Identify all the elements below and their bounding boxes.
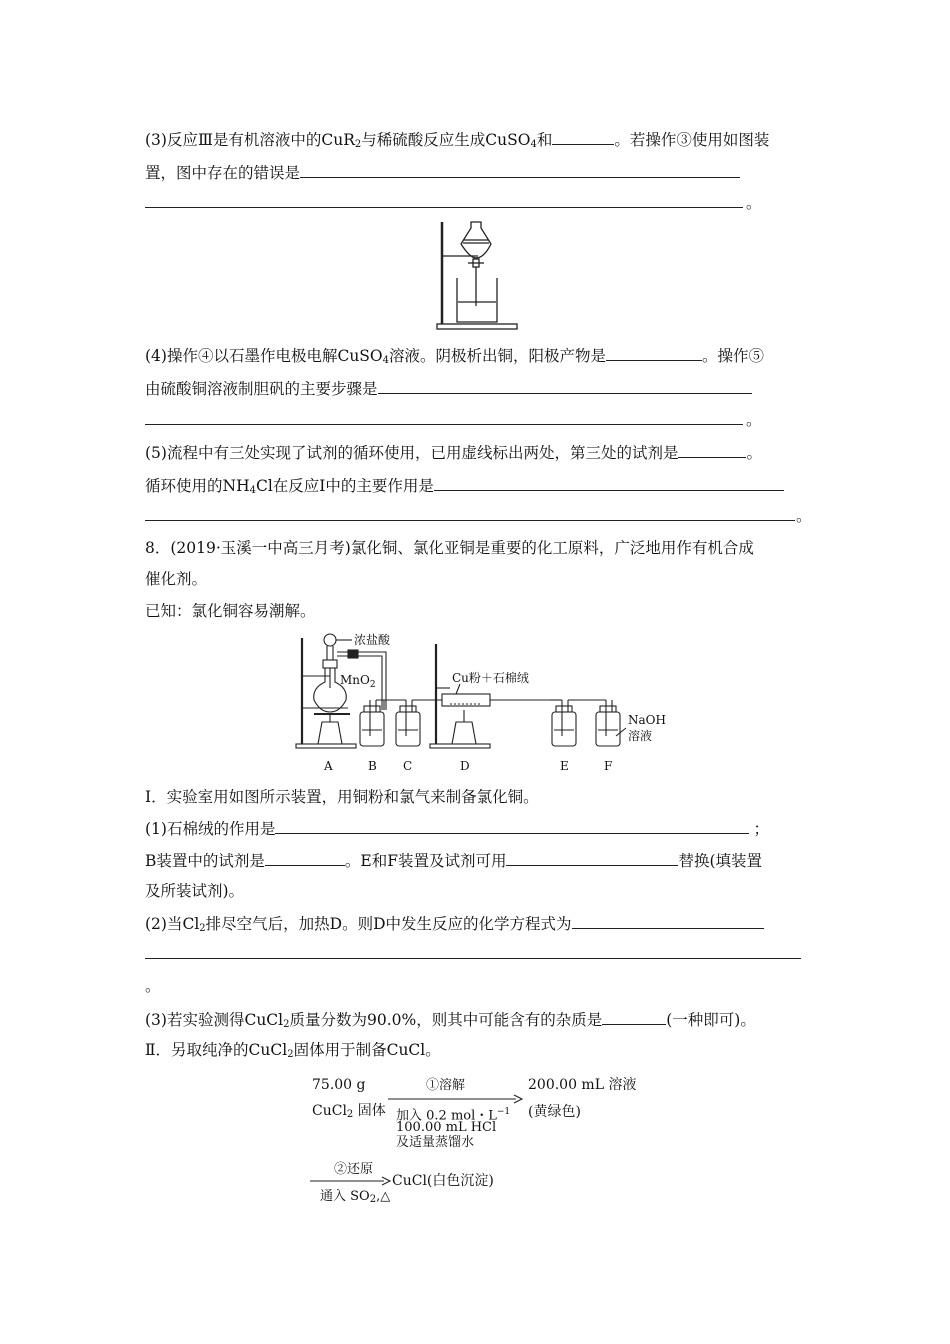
conc-hcl-label: 浓盐酸 [354,633,391,647]
part1-q1-line1: (1)石棉绒的作用是 ； [145,820,769,838]
answer-blank[interactable] [572,913,764,929]
q4-line2: 由硫酸铜溶液制胆矾的主要步骤是 [145,378,752,399]
part1-q3: (3)若实验测得CuCl$_2$质量分数为90.0%，则其中可能含有的杂质是 (一种即可)。 [145,1011,756,1030]
answer-blank[interactable] [678,442,746,458]
part1-q1-line2: B装置中的试剂是 。E和F装置及试剂可用 替换(填装置 [145,852,763,870]
flow-mass: 75.00 g [312,1077,366,1093]
q5-end: 。 [796,507,812,525]
answer-blank[interactable] [602,1009,666,1025]
part1-q1-line3: 及所装试剂)。 [145,882,245,900]
flow-arrow-1 [388,1094,524,1104]
answer-blank[interactable] [275,818,749,834]
answer-blank-line[interactable] [145,958,801,959]
part1-q2-line1: (2)当$Cl_2$排尽空气后，加热D。则D中发生反应的化学方程式为 [145,913,764,939]
answer-blank[interactable] [606,345,702,361]
flow-cond4: 通入 $SO_2,\triangle$ [320,1189,391,1205]
q8-stem-line1: 8．(2019·玉溪一中高三月考)氯化铜、氯化亚铜是重要的化工原料，广泛地用作有机合成 [145,539,754,557]
answer-blank[interactable] [378,378,752,394]
flow-cond2: 100.00 mL HCl [396,1120,497,1135]
flow-cond1: 加入 0.2 mol・$L^{-1}$ [396,1107,511,1124]
answer-blank[interactable] [265,850,345,866]
chlorination-apparatus-figure [290,630,670,780]
label-c: C [403,759,413,773]
flow-cond3: 及适量蒸馏水 [396,1135,475,1150]
q3-line1: (3)反应Ⅲ是有机溶液中的CuR$_2$与稀硫酸反应生成CuSO$_4$和 。若操作③使用如图装 [145,131,770,150]
separatory-funnel-figure [430,218,530,332]
naoh-solution-label: 溶液 [628,729,653,743]
label-f: F [604,759,613,773]
answer-blank[interactable] [552,129,614,145]
q3-line2: 置，图中存在的错误是 [145,162,740,183]
q5-line1: (5)流程中有三处实现了试剂的循环使用，已用虚线标出两处，第三处的试剂是 。 [145,444,762,462]
label-d: D [460,759,470,773]
naoh-label: NaOH [628,713,666,727]
label-e: E [560,759,569,773]
q8-known: 已知：氯化铜容易潮解。 [145,602,316,620]
q3-end: 。 [746,194,762,212]
answer-blank-line[interactable] [145,424,743,425]
q5-line2: 循环使用的$NH_4Cl$在反应Ⅰ中的主要作用是 [145,475,784,501]
answer-blank[interactable] [434,475,784,491]
answer-blank[interactable] [300,162,740,178]
q4-end: 。 [746,411,762,429]
answer-blank-line[interactable] [145,520,795,521]
flow-arrow-2 [310,1176,392,1186]
flow-product2: CuCl(白色沉淀) [392,1173,494,1189]
label-b: B [368,759,377,773]
flow-step2: ②还原 [334,1162,374,1177]
answer-blank[interactable] [506,850,678,866]
cu-asbestos-label: Cu粉＋石棉绒 [452,671,529,685]
flow-product1: 200.00 mL 溶液 [528,1077,637,1093]
q8-stem-line2: 催化剂。 [145,570,208,588]
label-a: A [324,759,333,773]
flow-step1: ①溶解 [426,1078,466,1093]
part1-q2-end: 。 [145,977,161,995]
part1-title: Ⅰ．实验室用如图所示装置，用铜粉和氯气来制备氯化铜。 [145,788,539,806]
flow-start: CuCl$_2$ 固体 [312,1103,386,1120]
q4-line1: (4)操作④以石墨作电极电解CuSO$_4$溶液。阴极析出铜，阳极产物是 。操作⑤ [145,347,765,366]
mno2-label: MnO$_2$ [340,673,376,690]
part2-title: Ⅱ．另取纯净的CuCl$_2$固体用于制备CuCl。 [145,1041,441,1060]
answer-blank-line[interactable] [145,207,743,208]
flow-product1-note: (黄绿色) [528,1104,581,1120]
